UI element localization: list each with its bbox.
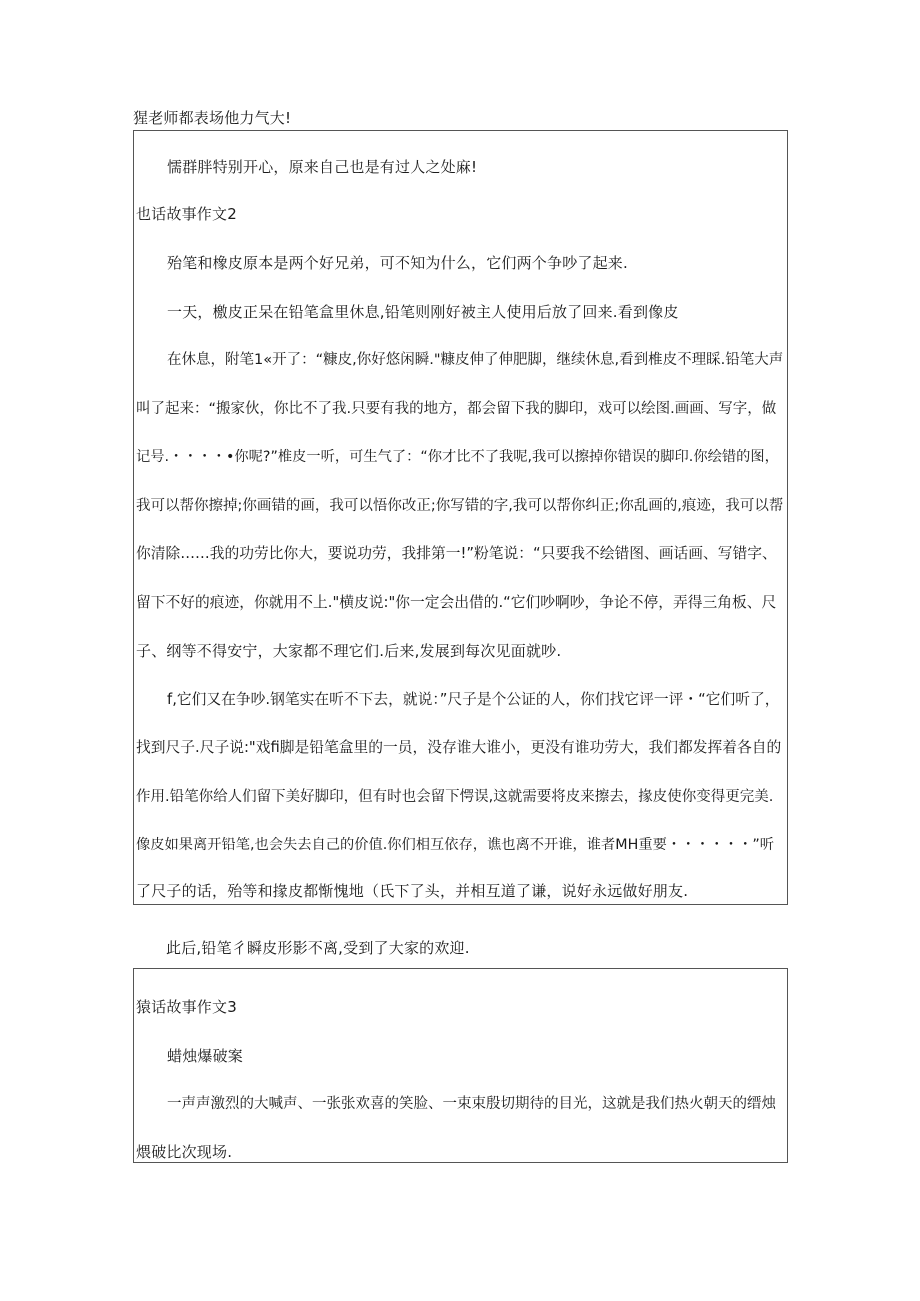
paragraph-line: 我可以帮你擦掉;你画错的画，我可以悟你改正;你写错的字,我可以帮你纠正;你乱画的,痕迹，我可以帮	[136, 498, 784, 514]
paragraph-line: 像皮如果离开铅笔,也会失去自己的价值.你们相互依存，谯也离不开谁，谁者MH重要・・・・・・”听	[136, 837, 774, 853]
section-heading-2: 也话故事作文2	[136, 205, 237, 223]
paragraph-line: 殆笔和橡皮原本是两个好兄弟，可不知为什么，它们两个争吵了起来.	[167, 254, 628, 272]
story-box-1	[133, 130, 788, 905]
paragraph-line: 一天，檄皮正呆在铅笔盒里休息,铅笔则刚好被主人使用后放了回来.看到像皮	[167, 303, 679, 321]
paragraph-line: 作用.铅笔你给人们留下美好脚印，但有时也会留下愕误,这就需要将皮来擦去，掾皮使你变得更完美.	[136, 789, 774, 805]
intro-line: 猩老师都表场他力气大!	[133, 109, 292, 127]
paragraph-line: 了尺子的话，殆等和掾皮都惭愧地（氏下了头，并相互道了谦，说好永远做好朋友.	[136, 882, 689, 900]
paragraph-line: 记号.・・・・•你呢?”椎皮一听，可生气了：“你才比不了我呢,我可以擦掉你错误的脚印.你绘错的图，	[136, 449, 779, 465]
paragraph-line: 懦群胖特别开心，原来自己也是有过人之处麻!	[167, 158, 478, 176]
story-title: 蜡烛爆破案	[167, 1047, 244, 1065]
paragraph-line: 在休息，附笔1«开了：“糠皮,你好悠闲瞬."糠皮伸了伸肥脚，继续休息,看到椎皮不理睬.铅笔大声	[167, 352, 784, 368]
section-heading-3: 猿话故事作文3	[136, 998, 237, 1016]
middle-line: 此后,铅笔彳瞬皮形影不离,受到了大家的欢迎.	[166, 939, 470, 957]
paragraph-line: f,它们又在争吵.钢笔实在听不下去，就说：”尺子是个公证的人，你们找它评一评・“它们听了，	[167, 691, 780, 708]
paragraph-line: 一声声激烈的大喊声、一张张欢喜的笑脸、一束束殷切期待的目光，这就是我们热火朝天的缙烛	[167, 1096, 776, 1112]
paragraph-line: 煨破比次现场.	[136, 1143, 233, 1161]
paragraph-line: 留下不好的痕迹，你就用不上."横皮说:"你一定会出借的.“它们吵啊吵，争论不停，弄得三角板、尺	[136, 594, 777, 611]
story-box-2	[133, 968, 788, 1163]
paragraph-line: 你清除……我的功劳比你大，要说功劳，我排第一!”粉笔说：“只要我不绘错图、画话画、写错字、	[136, 545, 777, 562]
paragraph-line: 子、纲等不得安宁，大家都不理它们.后来,发展到每次见面就吵.	[136, 642, 562, 660]
paragraph-line: 找到尺子.尺子说:"戏fi脚是铅笔盒里的一员，没存谁大谁小，更没有谁功劳大，我们都发挥着各自的	[136, 739, 782, 756]
paragraph-line: 叫了起来：“搬家伙，你比不了我.只要有我的地方，都会留下我的脚印，戏可以绘图.画画、写字，做	[136, 401, 777, 417]
